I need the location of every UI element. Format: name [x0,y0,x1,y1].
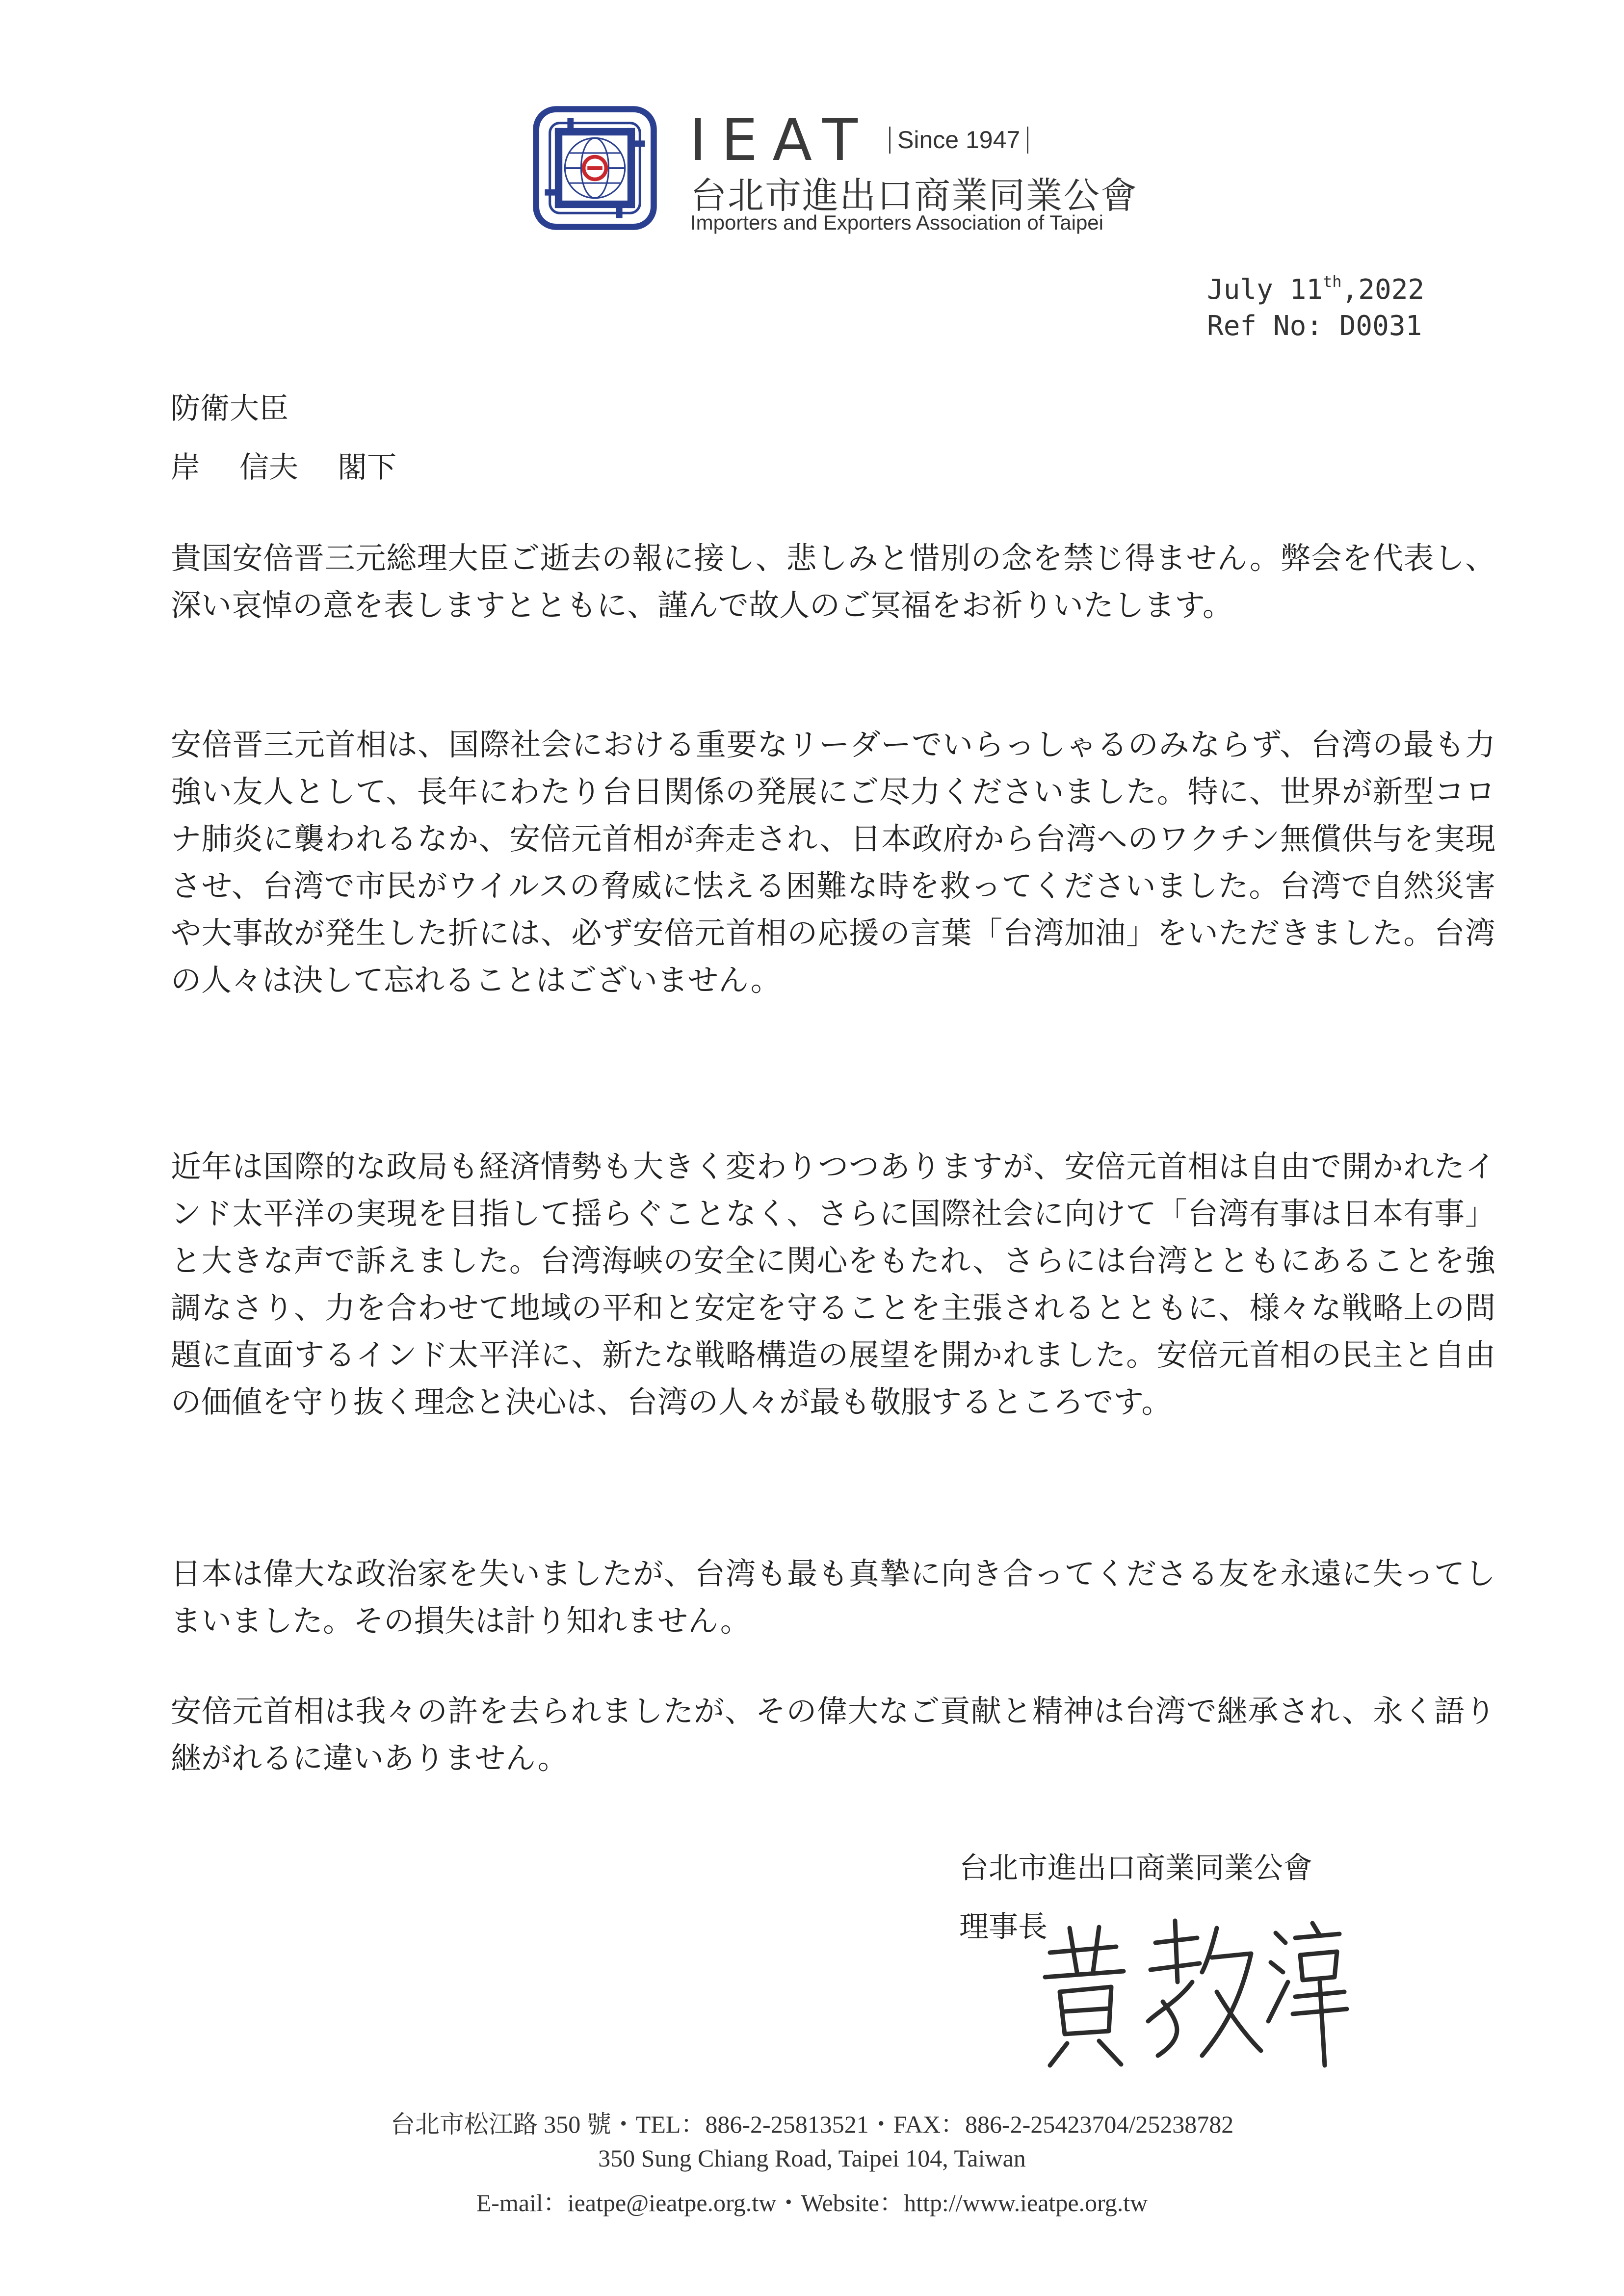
body-paragraph-5: 安倍元首相は我々の許を去られましたが、その偉大なご貢献と精神は台湾で継承され、永く語り継がれるに違いありません。 [171,1693,1495,1776]
body-paragraph-4: 日本は偉大な政治家を失いましたが、台湾も最も真摯に向き合ってくださる友を永遠に失ってしまいました。その損失は計り知れません。 [171,1556,1495,1639]
reference-number: Ref No: D0031 [1207,310,1422,342]
date-prefix: July 11 [1207,274,1323,306]
organization-chinese-name: 台北市進出口商業同業公會 [690,175,1138,217]
since-label [882,126,1035,154]
body-paragraph-3: 近年は国際的な政局も経済情勢も大きく変わりつつありますが、安倍元首相は自由で開かれたインド太平洋の実現を目指して揺らぐことなく、さらに国際社会に向けて「台湾有事は日本有事」と大きな声で訴えました。台湾海峡の安全に関心をもたれ、さらには台湾とともにあることを強調なさり、力を合わせて地域の平和と安定を守ることを主張されるとともに、様々な戦略上の問題に直面するインド太平洋に、新たな戦略構造の展望を開かれました。安倍元首相の民主と自由の価値を守り抜く理念と決心は、台湾の人々が最も敬服するところです。 [171,1148,1495,1420]
handwritten-signature [1030,1908,1349,2075]
body-paragraph-2: 安倍晋三元首相は、国際社会における重要なリーダーでいらっしゃるのみならず、台湾の最も力強い友人として、長年にわたり台日関係の発展にご尽力くださいました。特に、世界が新型コロナ肺炎に襲われるなか、安倍元首相が奔走され、日本政府から台湾へのワクチン無償供与を実現させ、台湾で市民がウイルスの脅威に怯える困難な時を救ってくださいました。台湾で自然災害や大事故が発生した折には、必ず安倍元首相の応援の言葉「台湾加油」をいただきました。台湾の人々は決して忘れることはございません。 [171,727,1495,998]
signature-organization: 台北市進出口商業同業公會 [959,1851,1312,1885]
date-suffix: th [1323,272,1342,291]
signature-title: 理事長 [959,1910,1048,1944]
ieat-logo-icon [532,105,657,231]
since-text: Since 1947 [897,126,1021,154]
addressee-title: 防衛大臣 [171,391,288,426]
addressee-surname: 岸 [171,450,200,485]
brand-name: IEAT [689,106,872,174]
date-year: ,2022 [1341,274,1425,306]
letterhead [532,101,1138,243]
addressee-given-name: 信夫 [239,450,298,485]
footer-address-english: 350 Sung Chiang Road, Taipei 104, Taiwan [598,2144,1026,2172]
footer-email-website: E-mail：ieatpe@ieatpe.org.tw・Website：http://www.ieatpe.org.tw [476,2189,1148,2217]
body-paragraph-1: 貴国安倍晋三元総理大臣ご逝去の報に接し、悲しみと惜別の念を禁じ得ません。弊会を代表し、深い哀悼の意を表しますとともに、謹んで故人のご冥福をお祈りいたします。 [171,540,1495,623]
footer-address-contact: 台北市松江路 350 號・TEL：886-2-25813521・FAX：886-2-25423704/25238782 [390,2111,1234,2138]
letter-date [1207,272,1424,306]
addressee-name [171,444,396,486]
brand-line [689,108,1035,172]
addressee-honorific: 閣下 [338,450,396,485]
organization-english-name: Importers and Exporters Association of Taipei [690,211,1103,234]
